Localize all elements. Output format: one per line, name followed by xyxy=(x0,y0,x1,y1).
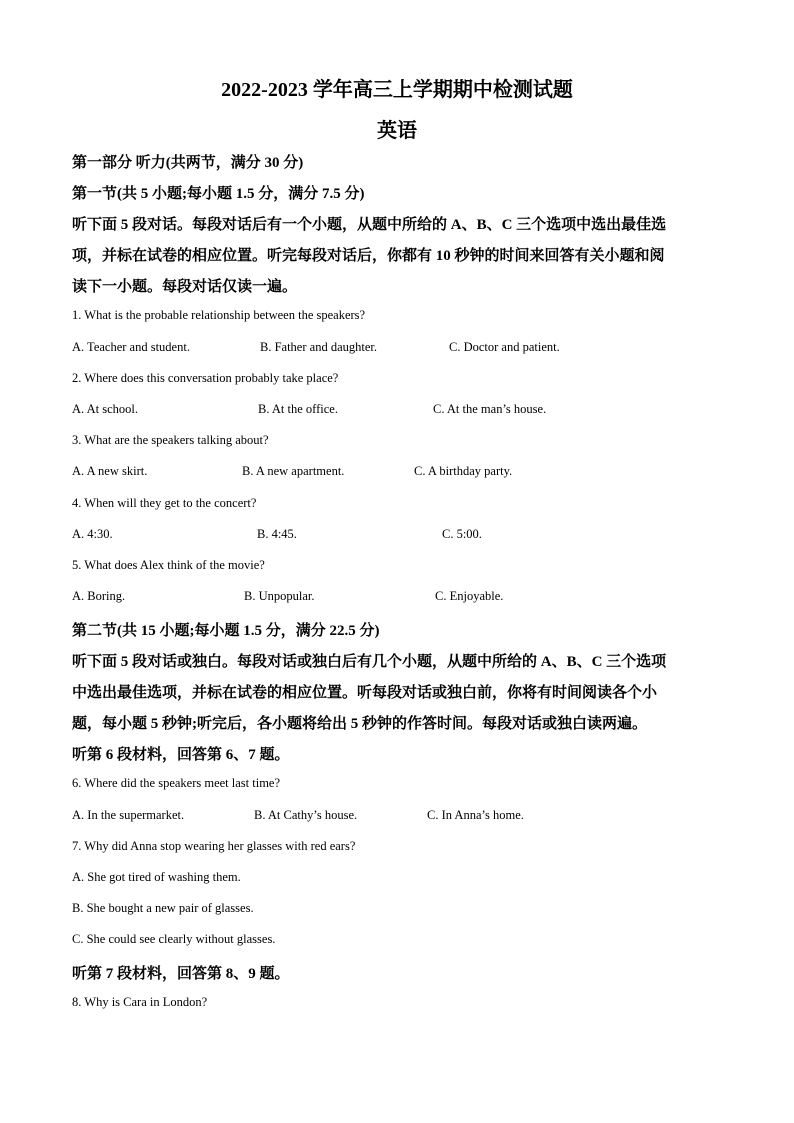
question-1: 1. What is the probable relationship between the speakers? xyxy=(72,308,366,322)
q6-option-b: B. At Cathy’s house. xyxy=(254,808,358,822)
material-7-heading: 听第 7 段材料，回答第 8、9 题。 xyxy=(72,966,290,982)
q5-option-a: A. Boring. xyxy=(72,589,126,603)
q6-option-c: C. In Anna’s home. xyxy=(427,808,524,822)
q2-option-a: A. At school. xyxy=(72,402,138,416)
q1-option-a: A. Teacher and student. xyxy=(72,340,190,354)
material-6-heading: 听第 6 段材料，回答第 6、7 题。 xyxy=(72,747,290,763)
section2-instruction-line: 中选出最佳选项，并标在试卷的相应位置。听每段对话或独白前，你将有时间阅读各个小 xyxy=(72,685,658,701)
q3-option-b: B. A new apartment. xyxy=(242,464,345,478)
question-4: 4. When will they get to the concert? xyxy=(72,496,257,510)
subject-title: 英语 xyxy=(377,120,417,142)
q7-option-c: C. She could see clearly without glasses. xyxy=(72,932,276,946)
q4-option-b: B. 4:45. xyxy=(257,527,297,541)
q2-option-b: B. At the office. xyxy=(258,402,338,416)
question-6: 6. Where did the speakers meet last time? xyxy=(72,776,281,790)
exam-title: 2022-2023 学年高三上学期期中检测试题 xyxy=(221,79,573,101)
part1-heading: 第一部分 听力(共两节，满分 30 分) xyxy=(72,155,304,171)
question-7: 7. Why did Anna stop wearing her glasses with red ears? xyxy=(72,839,356,853)
question-5: 5. What does Alex think of the movie? xyxy=(72,558,265,572)
q6-option-a: A. In the supermarket. xyxy=(72,808,185,822)
question-8: 8. Why is Cara in London? xyxy=(72,995,208,1009)
q1-option-c: C. Doctor and patient. xyxy=(449,340,560,354)
q5-option-c: C. Enjoyable. xyxy=(435,589,504,603)
q3-option-c: C. A birthday party. xyxy=(414,464,513,478)
question-3: 3. What are the speakers talking about? xyxy=(72,433,269,447)
q7-option-a: A. She got tired of washing them. xyxy=(72,870,241,884)
question-2: 2. Where does this conversation probably take place? xyxy=(72,371,339,385)
section1-heading: 第一节(共 5 小题;每小题 1.5 分，满分 7.5 分) xyxy=(72,186,365,202)
section1-instruction-line: 读下一小题。每段对话仅读一遍。 xyxy=(72,279,298,295)
section1-instruction-line: 项，并标在试卷的相应位置。听完每段对话后，你都有 10 秒钟的时间来回答有关小题和阅 xyxy=(72,248,665,264)
section2-heading: 第二节(共 15 小题;每小题 1.5 分，满分 22.5 分) xyxy=(72,623,380,639)
q2-option-c: C. At the man’s house. xyxy=(433,402,547,416)
section2-instruction-line: 听下面 5 段对话或独白。每段对话或独白后有几个小题，从题中所给的 A、B、C 三个选项 xyxy=(72,654,667,670)
q4-option-c: C. 5:00. xyxy=(442,527,482,541)
section2-instruction-line: 题，每小题 5 秒钟;听完后，各小题将给出 5 秒钟的作答时间。每段对话或独白读两遍。 xyxy=(72,716,647,732)
q4-option-a: A. 4:30. xyxy=(72,527,113,541)
q5-option-b: B. Unpopular. xyxy=(244,589,315,603)
q1-option-b: B. Father and daughter. xyxy=(260,340,377,354)
section1-instruction-line: 听下面 5 段对话。每段对话后有一个小题，从题中所给的 A、B、C 三个选项中选出最佳选 xyxy=(72,217,667,233)
q7-option-b: B. She bought a new pair of glasses. xyxy=(72,901,254,915)
q3-option-a: A. A new skirt. xyxy=(72,464,148,478)
